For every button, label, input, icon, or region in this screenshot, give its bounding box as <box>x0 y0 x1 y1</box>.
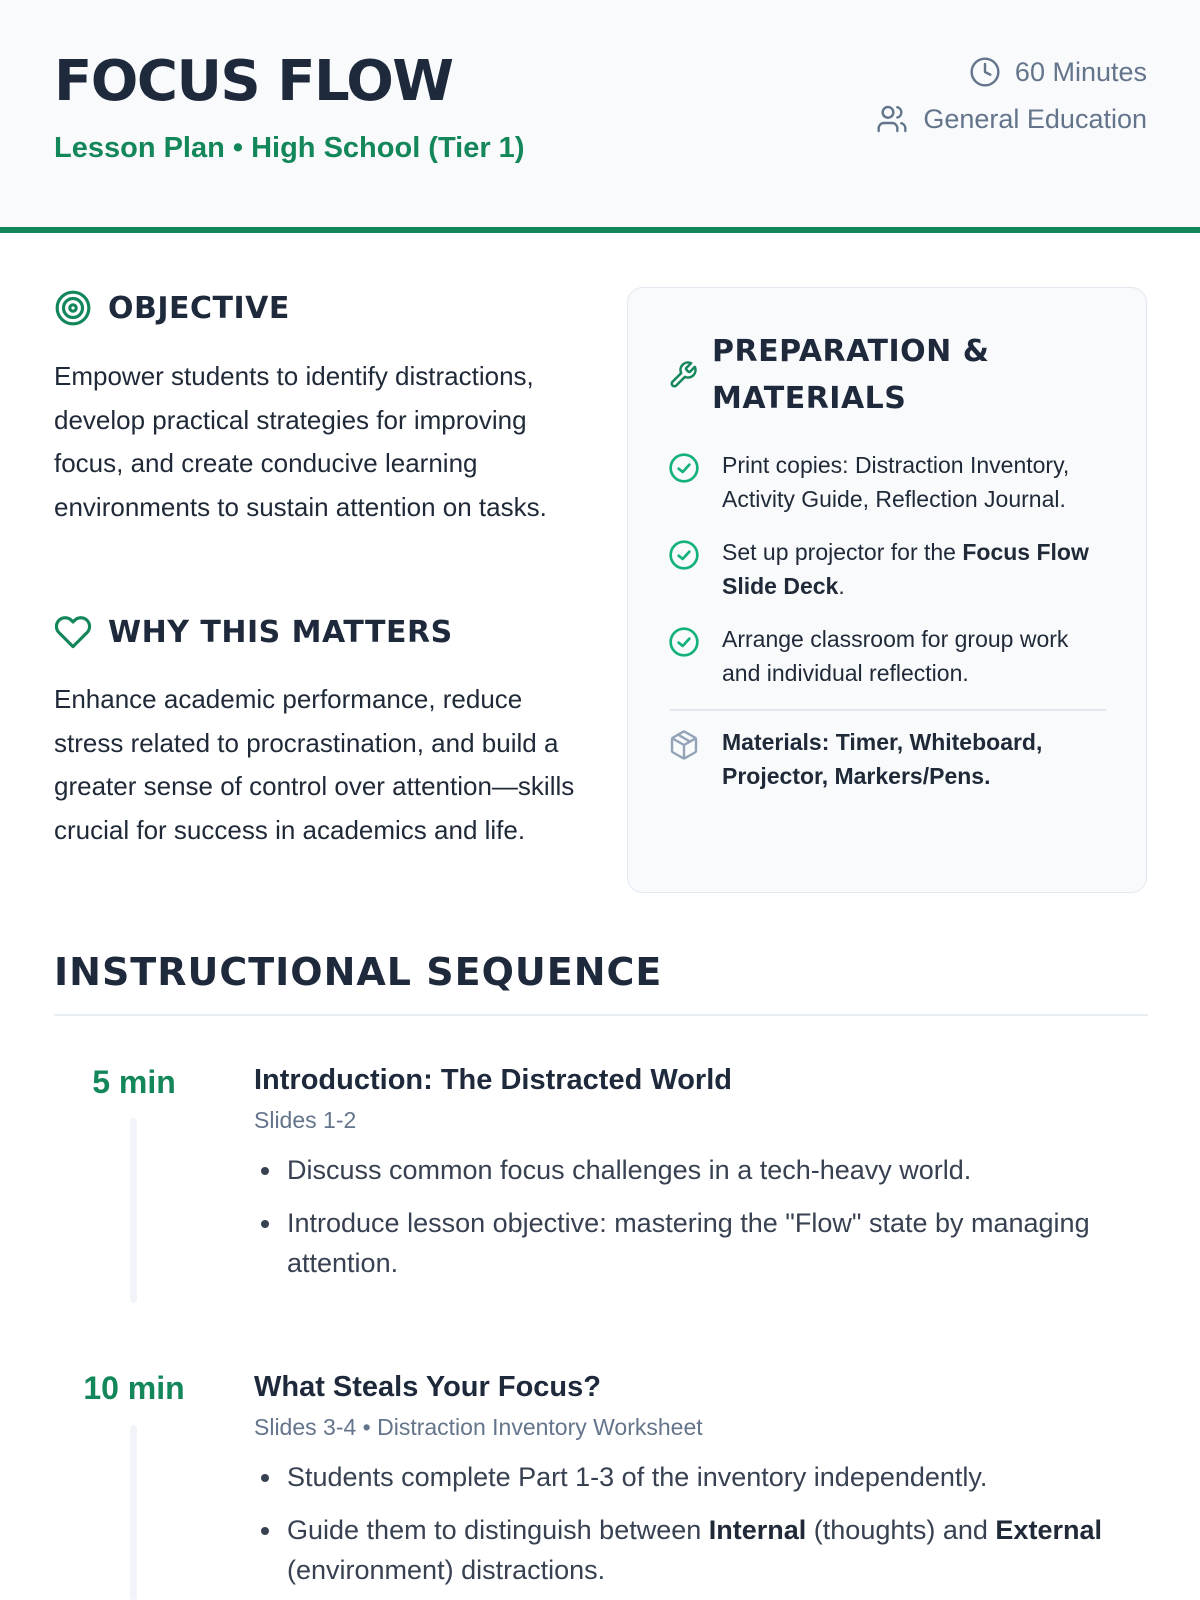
header-accent-bar <box>0 227 1200 233</box>
header <box>0 0 1200 228</box>
step-bullet-list <box>254 1150 1149 1296</box>
objective-heading <box>54 289 290 327</box>
preparation-item <box>668 448 1108 516</box>
wrench-icon <box>668 360 698 390</box>
list-item: Introduce lesson objective: mastering the "Flow" state by managing attention. <box>254 1203 1149 1283</box>
preparation-heading <box>668 328 1032 422</box>
external-term: External <box>995 1515 1102 1545</box>
check-circle-icon <box>668 539 700 571</box>
step-duration: 10 min <box>83 1370 185 1406</box>
box-icon <box>668 729 700 761</box>
check-circle-icon <box>668 452 700 484</box>
preparation-item-text: Arrange classroom for group work and individual reflection. <box>722 626 1069 686</box>
clock-icon <box>969 56 1001 88</box>
materials-text: Materials: Timer, Whiteboard, Projector, Markers/Pens. <box>722 729 1043 789</box>
list-item-text-part: Guide them to distinguish between <box>287 1515 709 1545</box>
timeline-line <box>130 1425 137 1600</box>
check-circle-icon <box>668 626 700 658</box>
sequence-heading: INSTRUCTIONAL SEQUENCE <box>54 950 663 994</box>
step-resources: Slides 3-4 • Distraction Inventory Worksheet <box>254 1414 703 1440</box>
list-item: Students complete Part 1-3 of the inventory independently. <box>254 1457 1149 1497</box>
preparation-card <box>627 287 1147 893</box>
list-item-text-part: (thoughts) and <box>806 1515 996 1545</box>
materials-item <box>668 725 1108 793</box>
heart-icon <box>54 613 92 651</box>
audience-meta <box>875 103 1147 135</box>
lesson-title: FOCUS FLOW <box>54 49 453 114</box>
list-item <box>254 1510 1149 1590</box>
slide-deck-name: Focus Flow Slide Deck <box>722 539 1089 599</box>
preparation-item <box>668 535 1108 603</box>
why-heading-text: WHY THIS MATTERS <box>108 614 453 650</box>
step-title: What Steals Your Focus? <box>254 1371 601 1403</box>
audience-text: General Education <box>923 103 1147 134</box>
lesson-subtitle: Lesson Plan • High School (Tier 1) <box>54 132 525 164</box>
objective-text: Empower students to identify distractions, develop practical strategies for improving focus, and create conducive learning environments to sustain attention on tasks. <box>54 361 547 522</box>
why-text: Enhance academic performance, reduce stress related to procrastination, and build a greater sense of control over attention—skills crucial for success in academics and life. <box>54 684 575 845</box>
divider <box>54 1014 1148 1016</box>
step-bullet-list <box>254 1457 1149 1600</box>
preparation-item-text-part: . <box>838 573 845 599</box>
duration-meta <box>969 56 1147 88</box>
list-item: Discuss common focus challenges in a tech-heavy world. <box>254 1150 1149 1190</box>
preparation-item <box>668 622 1108 690</box>
divider <box>670 709 1106 711</box>
preparation-item-text-part: Set up projector for the <box>722 539 963 565</box>
preparation-item-text <box>722 535 1108 603</box>
duration-text: 60 Minutes <box>1014 56 1147 87</box>
internal-term: Internal <box>708 1515 807 1545</box>
step-duration: 5 min <box>92 1064 176 1100</box>
objective-heading-text: OBJECTIVE <box>108 290 290 326</box>
list-item-text-part: (environment) distractions. <box>287 1555 606 1585</box>
users-icon <box>875 103 909 135</box>
target-icon <box>54 289 92 327</box>
timeline-line <box>130 1118 137 1303</box>
preparation-heading-text: PREPARATION & MATERIALS <box>712 334 990 416</box>
step-resources: Slides 1-2 <box>254 1107 357 1133</box>
why-heading <box>54 613 453 651</box>
preparation-item-text: Print copies: Distraction Inventory, Activity Guide, Reflection Journal. <box>722 452 1070 512</box>
step-title: Introduction: The Distracted World <box>254 1064 732 1096</box>
